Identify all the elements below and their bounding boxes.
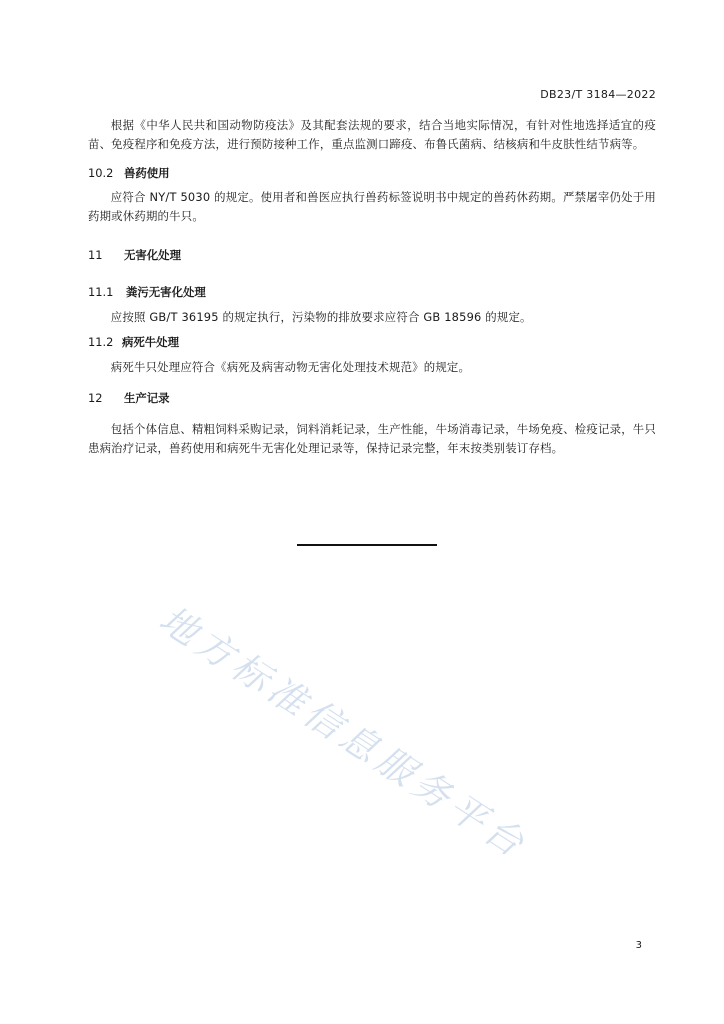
page-number: 3 [635, 940, 642, 951]
section-number: 11.2 [88, 335, 114, 349]
section-11-heading [88, 246, 656, 265]
section-12-heading [88, 389, 656, 408]
section-title: 粪污无害化处理 [126, 285, 206, 299]
watermark-text: 地方标准信息服务平台 [151, 597, 536, 868]
section-11-2-paragraph: 病死牛只处理应符合《病死及病害动物无害化处理技术规范》的规定。 [110, 360, 471, 374]
end-of-text-divider [297, 544, 437, 546]
section-title: 生产记录 [124, 391, 170, 405]
section-title: 无害化处理 [124, 248, 181, 262]
section-number: 11 [88, 248, 103, 262]
section-10-2-heading [88, 164, 656, 183]
section-title: 兽药使用 [124, 166, 170, 180]
section-11-1-paragraph: 应按照 GB/T 36195 的规定执行，污染物的排放要求应符合 GB 18596 的规定。 [110, 310, 532, 324]
section-number: 10.2 [88, 166, 114, 180]
section-10-intro-paragraph: 根据《中华人民共和国动物防疫法》及其配套法规的要求，结合当地实际情况，有针对性地选择适宜的疫苗、免疫程序和免疫方法，进行预防接种工作，重点监测口蹄疫、布鲁氏菌病、结核病和牛皮肤性结节病等。 [88, 118, 656, 151]
document-code: DB23/T 3184—2022 [540, 88, 656, 101]
section-number: 12 [88, 391, 103, 405]
section-title: 病死牛处理 [122, 335, 179, 349]
section-11-2-heading [88, 333, 656, 352]
section-12-paragraph: 包括个体信息、精粗饲料采购记录，饲料消耗记录，生产性能，牛场消毒记录，牛场免疫、检疫记录，牛只患病治疗记录，兽药使用和病死牛无害化处理记录等，保持记录完整，年末按类别装订存档。 [88, 422, 656, 455]
section-10-2-paragraph: 应符合 NY/T 5030 的规定。使用者和兽医应执行兽药标签说明书中规定的兽药休药期。严禁屠宰仍处于用药期或休药期的牛只。 [88, 190, 656, 223]
section-number: 11.1 [88, 285, 114, 299]
section-11-1-heading [88, 283, 656, 302]
page-content [88, 116, 656, 458]
